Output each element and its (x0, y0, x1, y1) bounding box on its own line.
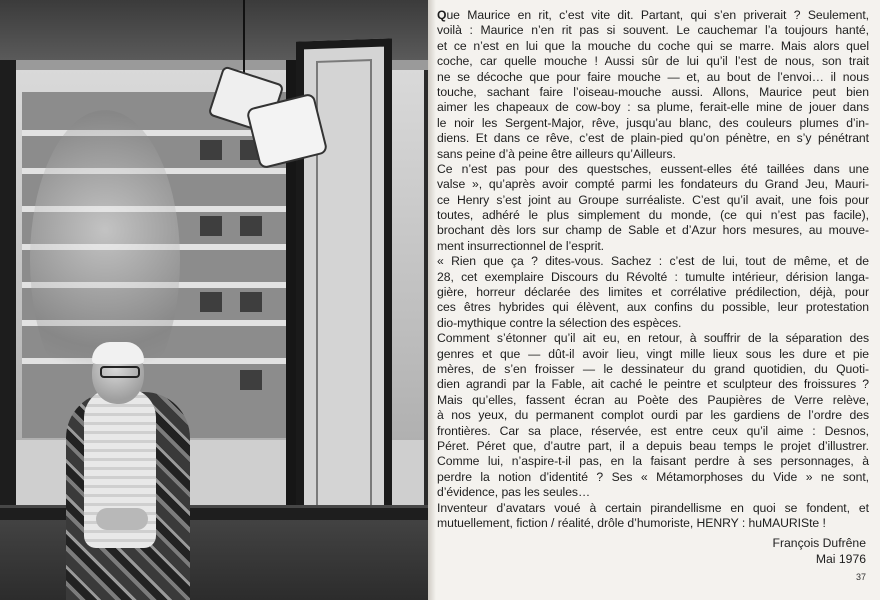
article-line: coche, car quelle mouche ! Aussi sûr de lui qu’il l’est de nous, son trait (437, 54, 869, 69)
article-line: ne se décoche que pour faire mouche — et, au bout de l’envoi… il nous (437, 69, 869, 84)
page-gutter (428, 0, 436, 600)
article-line: à nos yeux, du permanent complot ourdi par les gardiens de l’ordre des (437, 408, 869, 423)
portrait-photograph (0, 0, 428, 600)
article-line (437, 8, 869, 23)
window-pane-edge (316, 59, 372, 509)
article-line: et ce n’est en lui que la mouche du coche qui se marre. Mais alors quel (437, 38, 869, 53)
building-window (240, 216, 262, 236)
article-line: brochant dès lors sur champ de Sable et d’Azur hors mesures, au mouve- (437, 223, 869, 238)
article-text (437, 8, 869, 567)
first-letter: Q (437, 8, 447, 22)
article-line: perdre la notion d’identité ? Ses « Métamorphoses du Vide » ne sont, (437, 469, 869, 484)
building-window (200, 140, 222, 160)
article-line: d’évidence, pas les seules… (437, 485, 591, 500)
article-line: Comment s’étonner qu’il ait eu, en retour, à souffrir de la séparation des (437, 331, 869, 346)
signature-date: Mai 1976 (815, 551, 866, 566)
building-window (200, 292, 222, 312)
article-line: voilà : Maurice n’en rit pas si souvent. Le cauchemar l’a toujours hanté, (437, 23, 869, 38)
article-line: diens. Et dans ce rêve, c’est de plain-pied qu’on pénètre, en s’y pénétrant (437, 131, 869, 146)
article-line: dio-mythique contre la sélection des espèces. (437, 315, 682, 330)
signature-name: François Dufrêne (772, 536, 866, 551)
article-line: 28, cet exemplaire Discours du Révolté : tumulte intérieur, dérision langa- (437, 269, 869, 284)
article-line: mutuellement, fiction / réalité, drôle d’humoriste, HENRY : huMAURISte ! (437, 515, 826, 530)
article-line: Péret. Péret que, d’autre part, il a depuis beau temps le projet d’illustrer. (437, 438, 869, 453)
article-line: Ce n’est pas pour des questsches, eussent-elles été taillées dans une (437, 161, 869, 176)
article-line: ces êtres hybrides qui élèvent, aux confins du possible, leur protestation (437, 300, 869, 315)
building-window (240, 370, 262, 390)
article-line: valse », qu’après avoir compté parmi les fondateurs du Grand Jeu, Mauri- (437, 177, 869, 192)
person-hands (96, 508, 148, 530)
article-line: ce Henry s’est joint au Groupe surréaliste. C’est qu’il avait, une fois pour (437, 192, 869, 207)
building-window (200, 216, 222, 236)
article-line: sans peine d’à peine être ailleurs qu’Ailleurs. (437, 146, 676, 161)
article-line: « Rien que ça ? dites-vous. Sachez : c’est de lui, tout de même, et de (437, 254, 869, 269)
building-window (240, 292, 262, 312)
article-line: mères, de s’en froisser — le dessinateur du grand quotidien, du Quoti- (437, 361, 869, 376)
article-line: Mais qu’elles, fassent écran au Poète des Paupières de Verre relève, (437, 392, 869, 407)
first-line-text: ue Maurice en rit, c’est vite dit. Partant, qui s’en priverait ? Seulement, (446, 8, 869, 22)
glasses-icon (100, 366, 140, 378)
lamp-cord (243, 0, 245, 80)
article-line: Inventeur d’avatars voué à certain pirandellisme en quoi se fondent, et (437, 500, 869, 515)
article-line: Comme lui, n’aspire-t-il pas, en la faisant perdre à ses personnages, à (437, 454, 869, 469)
article-line: frontières. Car sa place, réservée, est entre ceux qu’il aime : Desnos, (437, 423, 869, 438)
article-line: ment insurrectionnel de l’esprit. (437, 238, 605, 253)
page-number: 37 (855, 572, 866, 582)
article-line: touche, sachant faire l’oiseau-mouche aussi. Allons, Maurice peut bien (437, 84, 869, 99)
article-line: le noir les Sergent-Major, rêve, jusqu’au blanc, des couleurs plumes d’in- (437, 115, 869, 130)
article-line: aimer les chapeaux de cow-boy : sa plume, ferait-elle mine de jouer dans (437, 100, 869, 115)
article-line: dien agrandi par la Fable, ait caché le peintre et sculpteur des froissures ? (437, 377, 869, 392)
article-line: gière, horreur déclarée des limites et corrélative prédilection, déjà, pour (437, 285, 869, 300)
article-line: toutes, adhéré le plus simplement du monde, (ce qui n’est pas facile), (437, 208, 869, 223)
window-rail (0, 508, 428, 520)
article-line: genres et que — dût-il avoir lieu, vingt mille lieux sous les dure et pie (437, 346, 869, 361)
person-hair (92, 342, 144, 364)
